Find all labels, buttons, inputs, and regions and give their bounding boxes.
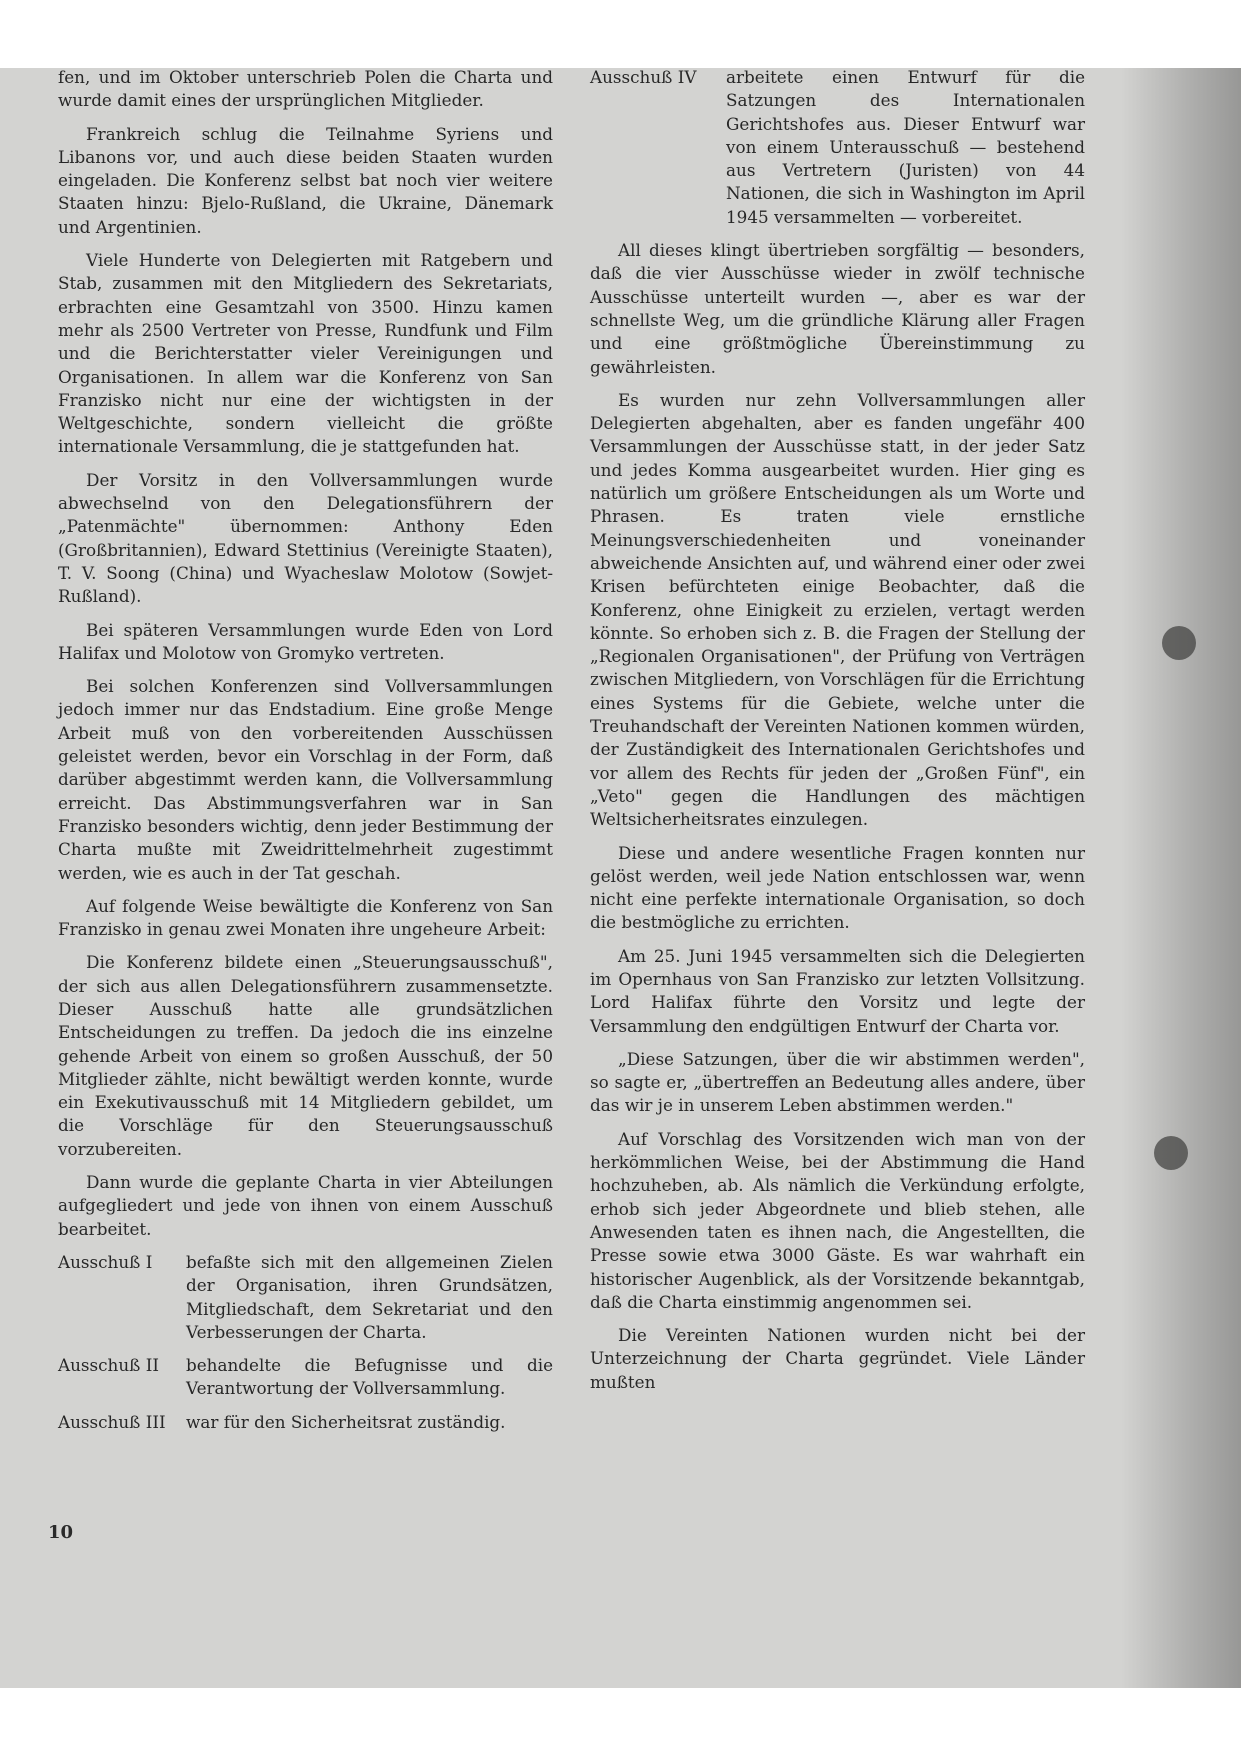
paragraph: Am 25. Juni 1945 versammelten sich die Delegierten im Opernhaus von San Franzisko zur letzten Vollsitzung. Lord Halifax führte den Vorsitz und legte der Versammlung den endgültigen Entwurf der Charta vor. xyxy=(590,945,1085,1036)
paragraph: „Diese Satzungen, über die wir abstimmen werden", so sagte er, „übertreffen an Bedeutung alles andere, über das wir je in unserem Leben abstimmen werden." xyxy=(590,1048,1085,1116)
paragraph: Es wurden nur zehn Vollversammlungen aller Delegierten abgehalten, aber es fanden ungefähr 400 Versammlungen der Ausschüsse statt, in der jeder Satz und jedes Komma ausgearbeitet wurden. Hier ging es natürlich um größere Entscheidungen als um Worte und Phrasen. Es traten viele ernstliche Meinungsverschiedenheiten und voneinander abweichende Ansichten auf, und während einer oder zwei Krisen befürchteten einige Beobachter, daß die Konferenz, ohne Einigkeit zu erzielen, vertagt werden könnte. So erhoben sich z. B. die Fragen der Stellung der „Regionalen Organisationen", der Prüfung von Verträgen zwischen Mitgliedern, von Vorschlägen für die Errichtung eines Systems für die Gebiete, welche unter die Treuhandschaft der Vereinten Nationen kommen würden, der Zuständigkeit des Internationalen Gerichtshofes und vor allem des Rechts für jeden der „Großen Fünf", ein „Veto" gegen die Handlungen des mächtigen Weltsicherheitsrates einzulegen. xyxy=(590,389,1085,830)
committee-text: arbeitete einen Entwurf für die Satzungen des Internationalen Gerichtshofes aus. Dieser Entwurf war von einem Unterausschuß — bestehend aus Vertretern (Juristen) von 44 Nationen, die sich in Washington im April 1945 versammelten — vorbereitet. xyxy=(726,67,1085,227)
punch-hole-lower xyxy=(1154,1136,1188,1170)
punch-hole-upper xyxy=(1162,626,1196,660)
paragraph: Der Vorsitz in den Vollversammlungen wurde abwechselnd von den Delegationsführern der „Patenmächte" übernommen: Anthony Eden (Großbritannien), Edward Stettinius (Vereinigte Staaten), T. V. Soong (China) und Wyacheslaw Molotow (Sowjet-Rußland). xyxy=(58,469,553,607)
right-column xyxy=(590,66,1085,1404)
paragraph: Dann wurde die geplante Charta in vier Abteilungen aufgegliedert und jede von ihnen von einem Ausschuß bearbeitet. xyxy=(58,1172,553,1239)
committee-entry xyxy=(58,1411,553,1434)
paragraph: Frankreich schlug die Teilnahme Syriens und Libanons vor, und auch diese beiden Staaten wurden eingeladen. Die Konferenz selbst bat noch vier weitere Staaten hinzu: Bjelo-Rußland, die Ukraine, Dänemark und Argentinien. xyxy=(58,123,553,237)
page-number: 10 xyxy=(48,1522,74,1543)
committee-label: Ausschuß II xyxy=(58,1355,159,1376)
paragraph: Die Vereinten Nationen wurden nicht bei der Unterzeichnung der Charta gegründet. Viele Länder mußten xyxy=(590,1325,1085,1392)
left-column xyxy=(58,66,553,1444)
paragraph: Bei solchen Konferenzen sind Vollversammlungen jedoch immer nur das Endstadium. Eine große Menge Arbeit muß von den vorbereitenden Ausschüssen geleistet werden, bevor ein Vorschlag in der Form, daß darüber abgestimmt werden kann, die Vollversammlung erreicht. Das Abstimmungsverfahren war in San Franzisko besonders wichtig, denn jeder Bestimmung der Charta mußte mit Zweidrittelmehrheit zugestimmt werden, wie es auch in der Tat geschah. xyxy=(58,676,553,883)
committee-entry xyxy=(58,1354,553,1401)
paragraph: Diese und andere wesentliche Fragen konnten nur gelöst werden, weil jede Nation entschlossen war, wenn nicht eine perfekte internationale Organisation, so doch die bestmögliche zu errichten. xyxy=(590,842,1085,933)
paragraph: Viele Hunderte von Delegierten mit Ratgebern und Stab, zusammen mit den Mitgliedern des Sekretariats, erbrachten eine Gesamtzahl von 3500. Hinzu kamen mehr als 2500 Vertreter von Presse, Rundfunk und Film und die Berichterstatter vieler Vereinigungen und Organisationen. In allem war die Konferenz von San Franzisko nicht nur eine der wichtigsten in der Weltgeschichte, sondern vielleicht die größte internationale Versammlung, die je stattgefunden hat. xyxy=(58,250,553,457)
committee-entry xyxy=(58,1251,553,1344)
paragraph: Die Konferenz bildete einen „Steuerungsausschuß", der sich aus allen Delegationsführern zusammensetzte. Dieser Ausschuß hatte alle grundsätzlichen Entscheidungen zu treffen. Da jedoch die ins einzelne gehende Arbeit von einem so großen Ausschuß, der 50 Mitglieder zählte, nicht bewältigt werden konnte, wurde ein Exekutivausschuß mit 14 Mitgliedern gebildet, um die Vorschläge für den Steuerungsausschuß vorzubereiten. xyxy=(58,952,553,1159)
committee-text: behandelte die Befugnisse und die Verantwortung der Vollversammlung. xyxy=(186,1355,553,1399)
paragraph: fen, und im Oktober unterschrieb Polen die Charta und wurde damit eines der ursprünglichen Mitglieder. xyxy=(58,67,553,111)
committee-text: war für den Sicherheitsrat zuständig. xyxy=(186,1411,506,1432)
committee-entry xyxy=(590,66,1085,229)
paragraph: All dieses klingt übertrieben sorgfältig — besonders, daß die vier Ausschüsse wieder in zwölf technische Ausschüsse unterteilt wurden —, aber es war der schnellste Weg, um die gründliche Klärung aller Fragen und eine größtmögliche Übereinstimmung zu gewährleisten. xyxy=(590,240,1085,377)
committee-label: Ausschuß I xyxy=(58,1251,153,1272)
committee-text: befaßte sich mit den allgemeinen Zielen der Organisation, ihren Grundsätzen, Mitgliedschaft, dem Sekretariat und den Verbesserungen der Charta. xyxy=(186,1251,553,1342)
committee-label: Ausschuß III xyxy=(58,1411,166,1432)
committee-label: Ausschuß IV xyxy=(590,67,697,87)
paragraph: Auf folgende Weise bewältigte die Konferenz von San Franzisko in genau zwei Monaten ihre ungeheure Arbeit: xyxy=(58,895,553,940)
paragraph: Bei späteren Versammlungen wurde Eden von Lord Halifax und Molotow von Gromyko vertreten. xyxy=(58,619,553,663)
paragraph: Auf Vorschlag des Vorsitzenden wich man von der herkömmlichen Weise, bei der Abstimmung die Hand hochzuheben, ab. Als nämlich die Verkündung erfolgte, erhob sich jeder Abgeordnete und blieb stehen, alle Anwesenden taten es ihnen nach, die Angestellten, die Presse sowie etwa 3000 Gäste. Es war wahrhaft ein historischer Augenblick, als der Vorsitzende bekanntgab, daß die Charta einstimmig angenommen sei. xyxy=(590,1128,1085,1312)
